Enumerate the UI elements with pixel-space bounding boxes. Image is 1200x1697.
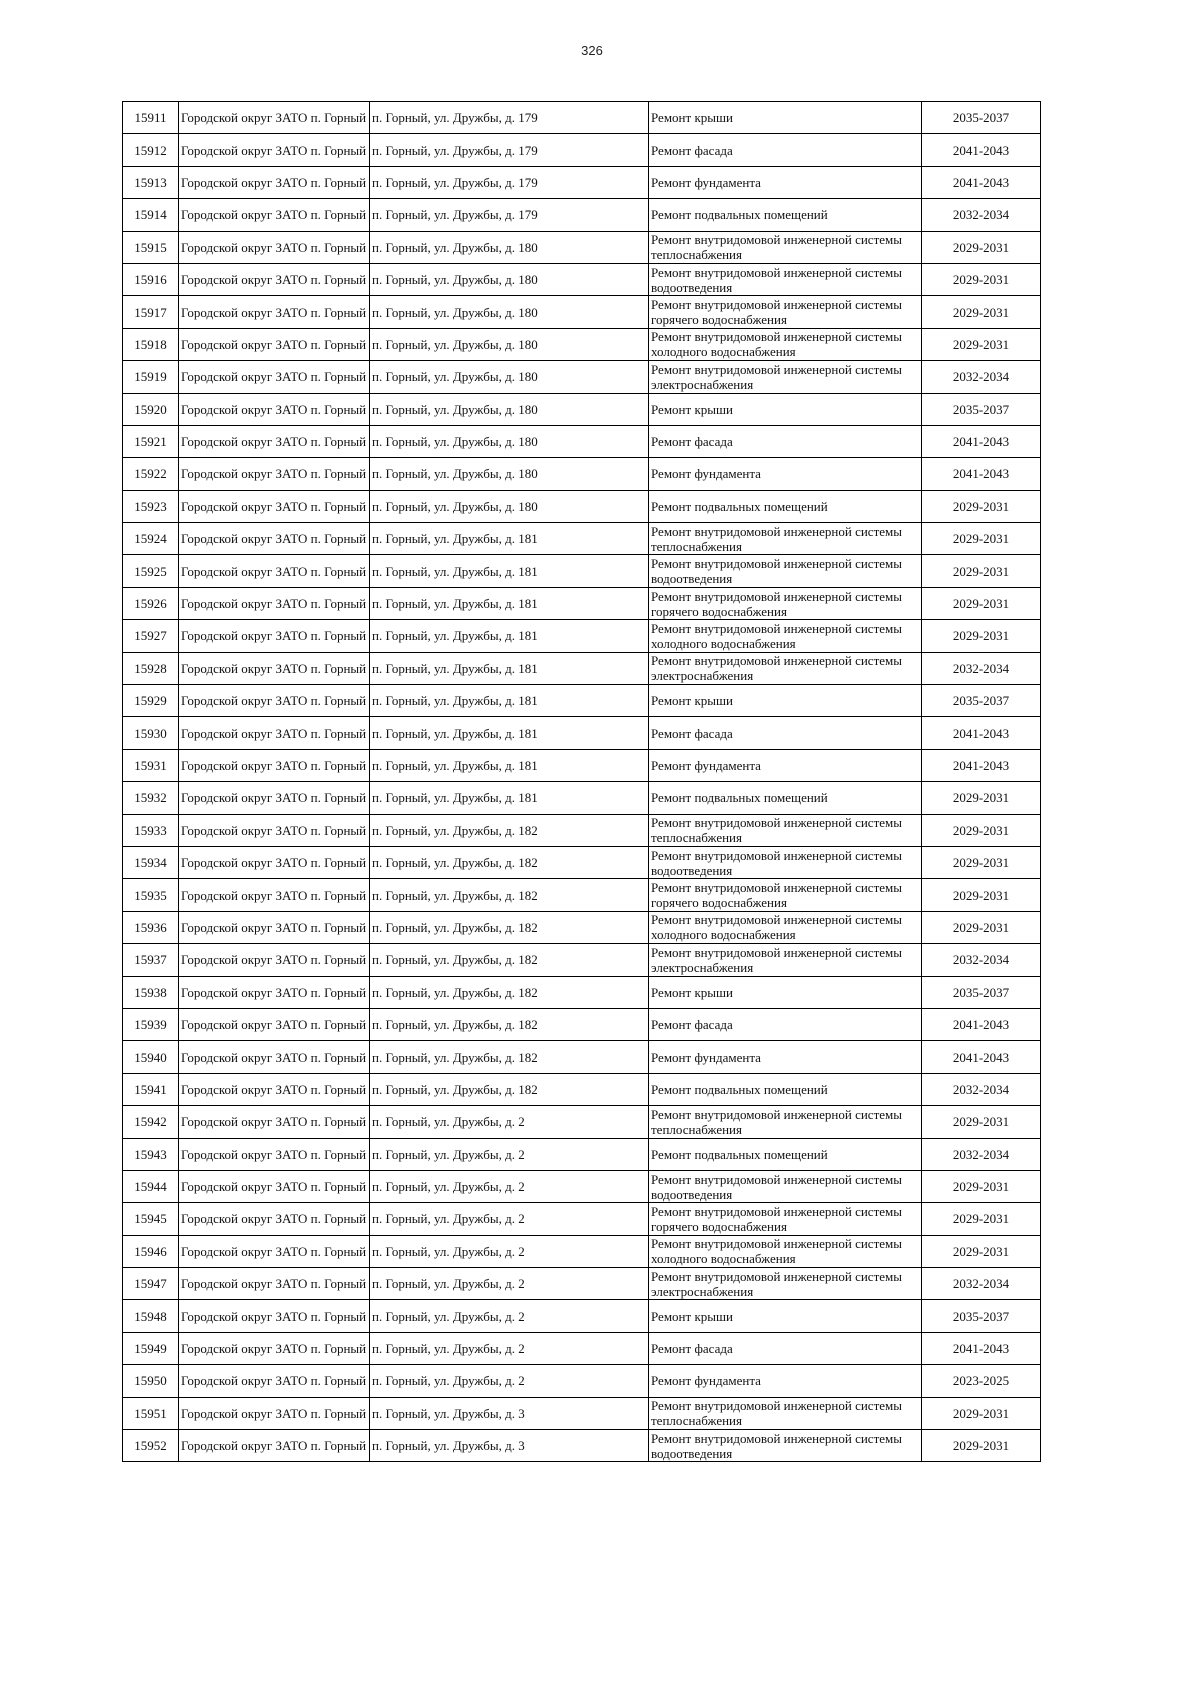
municipality-cell: Городской округ ЗАТО п. Горный bbox=[179, 1268, 370, 1300]
municipality-cell: Городской округ ЗАТО п. Горный bbox=[179, 879, 370, 911]
work-type-cell: Ремонт внутридомовой инженерной системы электроснабжения bbox=[649, 652, 922, 684]
address-cell: п. Горный, ул. Дружбы, д. 179 bbox=[370, 199, 649, 231]
row-number-cell: 15933 bbox=[123, 814, 179, 846]
row-number-cell: 15950 bbox=[123, 1365, 179, 1397]
row-number-cell: 15937 bbox=[123, 944, 179, 976]
municipality-cell: Городской округ ЗАТО п. Горный bbox=[179, 490, 370, 522]
table-row bbox=[123, 814, 1041, 846]
municipality-cell: Городской округ ЗАТО п. Горный bbox=[179, 523, 370, 555]
work-type-cell: Ремонт крыши bbox=[649, 393, 922, 425]
table-row bbox=[123, 1041, 1041, 1073]
municipality-cell: Городской округ ЗАТО п. Горный bbox=[179, 620, 370, 652]
address-cell: п. Горный, ул. Дружбы, д. 180 bbox=[370, 361, 649, 393]
row-number-cell: 15952 bbox=[123, 1430, 179, 1462]
row-number-cell: 15917 bbox=[123, 296, 179, 328]
work-type-cell: Ремонт фундамента bbox=[649, 458, 922, 490]
table-row bbox=[123, 263, 1041, 295]
period-cell: 2041-2043 bbox=[922, 134, 1041, 166]
address-cell: п. Горный, ул. Дружбы, д. 2 bbox=[370, 1138, 649, 1170]
address-cell: п. Горный, ул. Дружбы, д. 2 bbox=[370, 1203, 649, 1235]
period-cell: 2029-2031 bbox=[922, 782, 1041, 814]
period-cell: 2035-2037 bbox=[922, 976, 1041, 1008]
municipality-cell: Городской округ ЗАТО п. Горный bbox=[179, 911, 370, 943]
row-number-cell: 15913 bbox=[123, 166, 179, 198]
municipality-cell: Городской округ ЗАТО п. Горный bbox=[179, 296, 370, 328]
address-cell: п. Горный, ул. Дружбы, д. 182 bbox=[370, 1073, 649, 1105]
address-cell: п. Горный, ул. Дружбы, д. 180 bbox=[370, 263, 649, 295]
municipality-cell: Городской округ ЗАТО п. Горный bbox=[179, 555, 370, 587]
table-row bbox=[123, 1268, 1041, 1300]
work-type-cell: Ремонт внутридомовой инженерной системы теплоснабжения bbox=[649, 231, 922, 263]
period-cell: 2041-2043 bbox=[922, 749, 1041, 781]
municipality-cell: Городской округ ЗАТО п. Горный bbox=[179, 814, 370, 846]
municipality-cell: Городской округ ЗАТО п. Горный bbox=[179, 134, 370, 166]
table-row bbox=[123, 782, 1041, 814]
municipality-cell: Городской округ ЗАТО п. Горный bbox=[179, 1008, 370, 1040]
address-cell: п. Горный, ул. Дружбы, д. 182 bbox=[370, 814, 649, 846]
period-cell: 2029-2031 bbox=[922, 879, 1041, 911]
work-type-cell: Ремонт фасада bbox=[649, 134, 922, 166]
municipality-cell: Городской округ ЗАТО п. Горный bbox=[179, 263, 370, 295]
table-row bbox=[123, 555, 1041, 587]
table-row bbox=[123, 328, 1041, 360]
period-cell: 2032-2034 bbox=[922, 361, 1041, 393]
address-cell: п. Горный, ул. Дружбы, д. 182 bbox=[370, 1041, 649, 1073]
municipality-cell: Городской округ ЗАТО п. Горный bbox=[179, 685, 370, 717]
period-cell: 2035-2037 bbox=[922, 393, 1041, 425]
address-cell: п. Горный, ул. Дружбы, д. 181 bbox=[370, 523, 649, 555]
table-row bbox=[123, 1073, 1041, 1105]
municipality-cell: Городской округ ЗАТО п. Горный bbox=[179, 587, 370, 619]
row-number-cell: 15912 bbox=[123, 134, 179, 166]
table-row bbox=[123, 523, 1041, 555]
table-row bbox=[123, 231, 1041, 263]
row-number-cell: 15932 bbox=[123, 782, 179, 814]
municipality-cell: Городской округ ЗАТО п. Горный bbox=[179, 231, 370, 263]
period-cell: 2029-2031 bbox=[922, 1430, 1041, 1462]
row-number-cell: 15939 bbox=[123, 1008, 179, 1040]
municipality-cell: Городской округ ЗАТО п. Горный bbox=[179, 1397, 370, 1429]
work-type-cell: Ремонт крыши bbox=[649, 102, 922, 134]
row-number-cell: 15948 bbox=[123, 1300, 179, 1332]
work-type-cell: Ремонт фасада bbox=[649, 1008, 922, 1040]
address-cell: п. Горный, ул. Дружбы, д. 182 bbox=[370, 846, 649, 878]
table-body bbox=[123, 102, 1041, 1462]
work-type-cell: Ремонт подвальных помещений bbox=[649, 490, 922, 522]
table-row bbox=[123, 944, 1041, 976]
row-number-cell: 15922 bbox=[123, 458, 179, 490]
period-cell: 2041-2043 bbox=[922, 425, 1041, 457]
period-cell: 2035-2037 bbox=[922, 102, 1041, 134]
period-cell: 2041-2043 bbox=[922, 1332, 1041, 1364]
work-type-cell: Ремонт внутридомовой инженерной системы электроснабжения bbox=[649, 1268, 922, 1300]
work-type-cell: Ремонт подвальных помещений bbox=[649, 1138, 922, 1170]
table-row bbox=[123, 587, 1041, 619]
row-number-cell: 15949 bbox=[123, 1332, 179, 1364]
period-cell: 2032-2034 bbox=[922, 1073, 1041, 1105]
municipality-cell: Городской округ ЗАТО п. Горный bbox=[179, 199, 370, 231]
municipality-cell: Городской округ ЗАТО п. Горный bbox=[179, 166, 370, 198]
address-cell: п. Горный, ул. Дружбы, д. 2 bbox=[370, 1268, 649, 1300]
row-number-cell: 15944 bbox=[123, 1170, 179, 1202]
table-row bbox=[123, 102, 1041, 134]
row-number-cell: 15938 bbox=[123, 976, 179, 1008]
address-cell: п. Горный, ул. Дружбы, д. 180 bbox=[370, 231, 649, 263]
municipality-cell: Городской округ ЗАТО п. Горный bbox=[179, 976, 370, 1008]
table-row bbox=[123, 166, 1041, 198]
row-number-cell: 15928 bbox=[123, 652, 179, 684]
table-row bbox=[123, 1008, 1041, 1040]
municipality-cell: Городской округ ЗАТО п. Горный bbox=[179, 393, 370, 425]
row-number-cell: 15921 bbox=[123, 425, 179, 457]
row-number-cell: 15926 bbox=[123, 587, 179, 619]
address-cell: п. Горный, ул. Дружбы, д. 180 bbox=[370, 393, 649, 425]
municipality-cell: Городской округ ЗАТО п. Горный bbox=[179, 1041, 370, 1073]
work-type-cell: Ремонт фасада bbox=[649, 425, 922, 457]
work-type-cell: Ремонт подвальных помещений bbox=[649, 1073, 922, 1105]
row-number-cell: 15911 bbox=[123, 102, 179, 134]
address-cell: п. Горный, ул. Дружбы, д. 2 bbox=[370, 1235, 649, 1267]
table-row bbox=[123, 425, 1041, 457]
period-cell: 2032-2034 bbox=[922, 1268, 1041, 1300]
table-row bbox=[123, 717, 1041, 749]
work-type-cell: Ремонт внутридомовой инженерной системы горячего водоснабжения bbox=[649, 587, 922, 619]
work-type-cell: Ремонт крыши bbox=[649, 685, 922, 717]
work-type-cell: Ремонт фундамента bbox=[649, 166, 922, 198]
table-row bbox=[123, 1365, 1041, 1397]
municipality-cell: Городской округ ЗАТО п. Горный bbox=[179, 1235, 370, 1267]
address-cell: п. Горный, ул. Дружбы, д. 2 bbox=[370, 1106, 649, 1138]
period-cell: 2029-2031 bbox=[922, 296, 1041, 328]
period-cell: 2032-2034 bbox=[922, 1138, 1041, 1170]
address-cell: п. Горный, ул. Дружбы, д. 182 bbox=[370, 976, 649, 1008]
work-type-cell: Ремонт фасада bbox=[649, 1332, 922, 1364]
address-cell: п. Горный, ул. Дружбы, д. 2 bbox=[370, 1332, 649, 1364]
municipality-cell: Городской округ ЗАТО п. Горный bbox=[179, 846, 370, 878]
page-number: 326 bbox=[581, 43, 603, 58]
table-row bbox=[123, 361, 1041, 393]
table-row bbox=[123, 976, 1041, 1008]
address-cell: п. Горный, ул. Дружбы, д. 2 bbox=[370, 1170, 649, 1202]
work-type-cell: Ремонт внутридомовой инженерной системы горячего водоснабжения bbox=[649, 1203, 922, 1235]
row-number-cell: 15915 bbox=[123, 231, 179, 263]
work-type-cell: Ремонт фундамента bbox=[649, 749, 922, 781]
table-row bbox=[123, 134, 1041, 166]
address-cell: п. Горный, ул. Дружбы, д. 181 bbox=[370, 652, 649, 684]
address-cell: п. Горный, ул. Дружбы, д. 181 bbox=[370, 782, 649, 814]
address-cell: п. Горный, ул. Дружбы, д. 180 bbox=[370, 458, 649, 490]
address-cell: п. Горный, ул. Дружбы, д. 179 bbox=[370, 166, 649, 198]
municipality-cell: Городской округ ЗАТО п. Горный bbox=[179, 328, 370, 360]
row-number-cell: 15929 bbox=[123, 685, 179, 717]
work-type-cell: Ремонт крыши bbox=[649, 976, 922, 1008]
period-cell: 2035-2037 bbox=[922, 1300, 1041, 1332]
address-cell: п. Горный, ул. Дружбы, д. 180 bbox=[370, 296, 649, 328]
table-row bbox=[123, 1235, 1041, 1267]
table-row bbox=[123, 1203, 1041, 1235]
table-row bbox=[123, 1106, 1041, 1138]
municipality-cell: Городской округ ЗАТО п. Горный bbox=[179, 102, 370, 134]
period-cell: 2029-2031 bbox=[922, 1397, 1041, 1429]
row-number-cell: 15914 bbox=[123, 199, 179, 231]
work-type-cell: Ремонт внутридомовой инженерной системы холодного водоснабжения bbox=[649, 328, 922, 360]
table-row bbox=[123, 1170, 1041, 1202]
address-cell: п. Горный, ул. Дружбы, д. 181 bbox=[370, 587, 649, 619]
work-type-cell: Ремонт внутридомовой инженерной системы холодного водоснабжения bbox=[649, 911, 922, 943]
table-row bbox=[123, 620, 1041, 652]
address-cell: п. Горный, ул. Дружбы, д. 182 bbox=[370, 1008, 649, 1040]
municipality-cell: Городской округ ЗАТО п. Горный bbox=[179, 361, 370, 393]
period-cell: 2029-2031 bbox=[922, 490, 1041, 522]
table-row bbox=[123, 1138, 1041, 1170]
address-cell: п. Горный, ул. Дружбы, д. 182 bbox=[370, 879, 649, 911]
municipality-cell: Городской округ ЗАТО п. Горный bbox=[179, 1170, 370, 1202]
row-number-cell: 15946 bbox=[123, 1235, 179, 1267]
address-cell: п. Горный, ул. Дружбы, д. 181 bbox=[370, 749, 649, 781]
work-type-cell: Ремонт внутридомовой инженерной системы холодного водоснабжения bbox=[649, 620, 922, 652]
period-cell: 2029-2031 bbox=[922, 620, 1041, 652]
work-type-cell: Ремонт крыши bbox=[649, 1300, 922, 1332]
period-cell: 2029-2031 bbox=[922, 523, 1041, 555]
row-number-cell: 15947 bbox=[123, 1268, 179, 1300]
municipality-cell: Городской округ ЗАТО п. Горный bbox=[179, 1203, 370, 1235]
municipality-cell: Городской округ ЗАТО п. Горный bbox=[179, 1332, 370, 1364]
municipality-cell: Городской округ ЗАТО п. Горный bbox=[179, 1300, 370, 1332]
period-cell: 2029-2031 bbox=[922, 1203, 1041, 1235]
address-cell: п. Горный, ул. Дружбы, д. 180 bbox=[370, 490, 649, 522]
period-cell: 2029-2031 bbox=[922, 846, 1041, 878]
period-cell: 2029-2031 bbox=[922, 555, 1041, 587]
period-cell: 2041-2043 bbox=[922, 166, 1041, 198]
municipality-cell: Городской округ ЗАТО п. Горный bbox=[179, 458, 370, 490]
period-cell: 2029-2031 bbox=[922, 1170, 1041, 1202]
row-number-cell: 15924 bbox=[123, 523, 179, 555]
work-type-cell: Ремонт внутридомовой инженерной системы водоотведения bbox=[649, 263, 922, 295]
work-type-cell: Ремонт внутридомовой инженерной системы горячего водоснабжения bbox=[649, 296, 922, 328]
table-row bbox=[123, 393, 1041, 425]
row-number-cell: 15916 bbox=[123, 263, 179, 295]
work-type-cell: Ремонт внутридомовой инженерной системы теплоснабжения bbox=[649, 1106, 922, 1138]
row-number-cell: 15941 bbox=[123, 1073, 179, 1105]
work-type-cell: Ремонт фасада bbox=[649, 717, 922, 749]
address-cell: п. Горный, ул. Дружбы, д. 181 bbox=[370, 620, 649, 652]
period-cell: 2029-2031 bbox=[922, 814, 1041, 846]
table-row bbox=[123, 652, 1041, 684]
address-cell: п. Горный, ул. Дружбы, д. 180 bbox=[370, 328, 649, 360]
row-number-cell: 15920 bbox=[123, 393, 179, 425]
address-cell: п. Горный, ул. Дружбы, д. 182 bbox=[370, 911, 649, 943]
table-row bbox=[123, 846, 1041, 878]
municipality-cell: Городской округ ЗАТО п. Горный bbox=[179, 717, 370, 749]
row-number-cell: 15925 bbox=[123, 555, 179, 587]
address-cell: п. Горный, ул. Дружбы, д. 181 bbox=[370, 685, 649, 717]
address-cell: п. Горный, ул. Дружбы, д. 181 bbox=[370, 717, 649, 749]
work-type-cell: Ремонт внутридомовой инженерной системы теплоснабжения bbox=[649, 523, 922, 555]
period-cell: 2041-2043 bbox=[922, 717, 1041, 749]
address-cell: п. Горный, ул. Дружбы, д. 180 bbox=[370, 425, 649, 457]
table-row bbox=[123, 199, 1041, 231]
municipality-cell: Городской округ ЗАТО п. Горный bbox=[179, 944, 370, 976]
row-number-cell: 15931 bbox=[123, 749, 179, 781]
row-number-cell: 15919 bbox=[123, 361, 179, 393]
period-cell: 2029-2031 bbox=[922, 1235, 1041, 1267]
row-number-cell: 15940 bbox=[123, 1041, 179, 1073]
address-cell: п. Горный, ул. Дружбы, д. 2 bbox=[370, 1365, 649, 1397]
address-cell: п. Горный, ул. Дружбы, д. 179 bbox=[370, 102, 649, 134]
row-number-cell: 15930 bbox=[123, 717, 179, 749]
work-type-cell: Ремонт фундамента bbox=[649, 1365, 922, 1397]
period-cell: 2023-2025 bbox=[922, 1365, 1041, 1397]
work-type-cell: Ремонт внутридомовой инженерной системы холодного водоснабжения bbox=[649, 1235, 922, 1267]
municipality-cell: Городской округ ЗАТО п. Горный bbox=[179, 782, 370, 814]
row-number-cell: 15927 bbox=[123, 620, 179, 652]
period-cell: 2032-2034 bbox=[922, 652, 1041, 684]
period-cell: 2029-2031 bbox=[922, 587, 1041, 619]
municipality-cell: Городской округ ЗАТО п. Горный bbox=[179, 1430, 370, 1462]
work-type-cell: Ремонт подвальных помещений bbox=[649, 199, 922, 231]
table-row bbox=[123, 296, 1041, 328]
row-number-cell: 15942 bbox=[123, 1106, 179, 1138]
work-type-cell: Ремонт внутридомовой инженерной системы горячего водоснабжения bbox=[649, 879, 922, 911]
period-cell: 2032-2034 bbox=[922, 199, 1041, 231]
row-number-cell: 15951 bbox=[123, 1397, 179, 1429]
address-cell: п. Горный, ул. Дружбы, д. 181 bbox=[370, 555, 649, 587]
period-cell: 2029-2031 bbox=[922, 231, 1041, 263]
period-cell: 2029-2031 bbox=[922, 263, 1041, 295]
row-number-cell: 15934 bbox=[123, 846, 179, 878]
period-cell: 2029-2031 bbox=[922, 911, 1041, 943]
table-row bbox=[123, 1430, 1041, 1462]
period-cell: 2035-2037 bbox=[922, 685, 1041, 717]
table-row bbox=[123, 749, 1041, 781]
table-row bbox=[123, 1332, 1041, 1364]
work-type-cell: Ремонт внутридомовой инженерной системы водоотведения bbox=[649, 1430, 922, 1462]
work-type-cell: Ремонт внутридомовой инженерной системы водоотведения bbox=[649, 555, 922, 587]
municipality-cell: Городской округ ЗАТО п. Горный bbox=[179, 749, 370, 781]
period-cell: 2041-2043 bbox=[922, 1041, 1041, 1073]
table-row bbox=[123, 1397, 1041, 1429]
address-cell: п. Горный, ул. Дружбы, д. 182 bbox=[370, 944, 649, 976]
row-number-cell: 15935 bbox=[123, 879, 179, 911]
period-cell: 2032-2034 bbox=[922, 944, 1041, 976]
table-row bbox=[123, 911, 1041, 943]
municipality-cell: Городской округ ЗАТО п. Горный bbox=[179, 652, 370, 684]
address-cell: п. Горный, ул. Дружбы, д. 3 bbox=[370, 1430, 649, 1462]
row-number-cell: 15936 bbox=[123, 911, 179, 943]
row-number-cell: 15918 bbox=[123, 328, 179, 360]
address-cell: п. Горный, ул. Дружбы, д. 3 bbox=[370, 1397, 649, 1429]
row-number-cell: 15945 bbox=[123, 1203, 179, 1235]
period-cell: 2041-2043 bbox=[922, 458, 1041, 490]
address-cell: п. Горный, ул. Дружбы, д. 179 bbox=[370, 134, 649, 166]
municipality-cell: Городской округ ЗАТО п. Горный bbox=[179, 1365, 370, 1397]
period-cell: 2041-2043 bbox=[922, 1008, 1041, 1040]
work-type-cell: Ремонт внутридомовой инженерной системы водоотведения bbox=[649, 1170, 922, 1202]
repair-schedule-table bbox=[122, 101, 1041, 1462]
work-type-cell: Ремонт подвальных помещений bbox=[649, 782, 922, 814]
period-cell: 2029-2031 bbox=[922, 328, 1041, 360]
table-row bbox=[123, 490, 1041, 522]
table-row bbox=[123, 879, 1041, 911]
address-cell: п. Горный, ул. Дружбы, д. 2 bbox=[370, 1300, 649, 1332]
work-type-cell: Ремонт внутридомовой инженерной системы электроснабжения bbox=[649, 361, 922, 393]
municipality-cell: Городской округ ЗАТО п. Горный bbox=[179, 1138, 370, 1170]
table-row bbox=[123, 685, 1041, 717]
work-type-cell: Ремонт фундамента bbox=[649, 1041, 922, 1073]
row-number-cell: 15943 bbox=[123, 1138, 179, 1170]
work-type-cell: Ремонт внутридомовой инженерной системы теплоснабжения bbox=[649, 1397, 922, 1429]
table-row bbox=[123, 1300, 1041, 1332]
work-type-cell: Ремонт внутридомовой инженерной системы электроснабжения bbox=[649, 944, 922, 976]
municipality-cell: Городской округ ЗАТО п. Горный bbox=[179, 1073, 370, 1105]
municipality-cell: Городской округ ЗАТО п. Горный bbox=[179, 1106, 370, 1138]
municipality-cell: Городской округ ЗАТО п. Горный bbox=[179, 425, 370, 457]
table-row bbox=[123, 458, 1041, 490]
period-cell: 2029-2031 bbox=[922, 1106, 1041, 1138]
work-type-cell: Ремонт внутридомовой инженерной системы водоотведения bbox=[649, 846, 922, 878]
work-type-cell: Ремонт внутридомовой инженерной системы теплоснабжения bbox=[649, 814, 922, 846]
row-number-cell: 15923 bbox=[123, 490, 179, 522]
